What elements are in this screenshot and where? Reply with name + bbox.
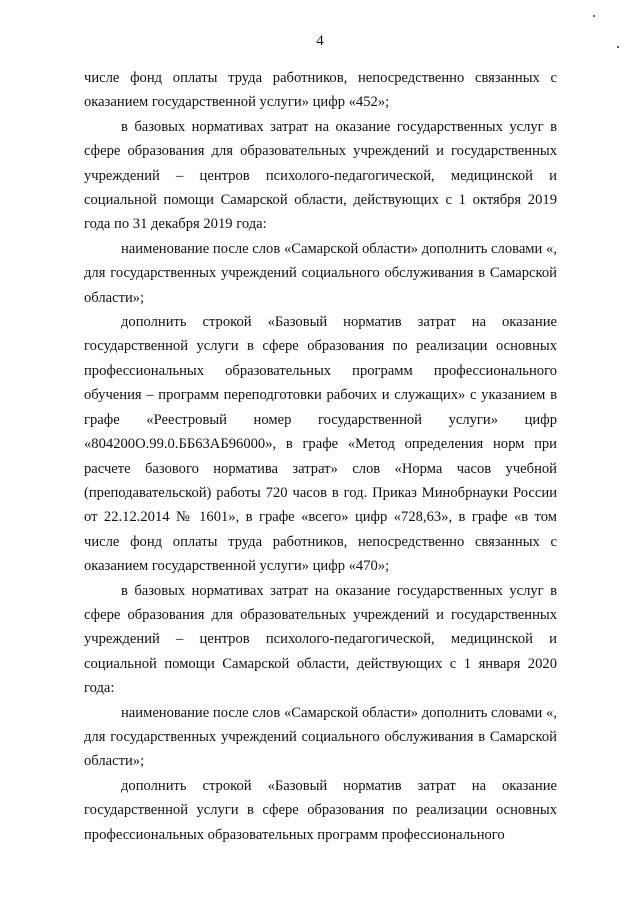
paragraph: в базовых нормативах затрат на оказание государственных услуг в сфере образования для образовательных учреждений и государственных учреждений – центров психолого-педагогической, медицинской и социальной помощи Самарской области, действующих с 1 января 2020 года: xyxy=(84,582,557,697)
paragraph-continuation: числе фонд оплаты труда работников, непосредственно связанных с оказанием государственной услуги» цифр «452»; xyxy=(84,70,557,111)
paragraph: дополнить строкой «Базовый норматив затрат на оказание государственной услуги в сфере образования по реализации основных профессиональных образовательных программ профессионального xyxy=(84,777,557,843)
document-body xyxy=(84,66,557,847)
paragraph: дополнить строкой «Базовый норматив затрат на оказание государственной услуги в сфере образования по реализации основных профессиональных образовательных программ профессионального обучения – программ переподготовки рабочих и служащих» с указанием в графе «Реестровый номер государственной услуги» цифр «804200О.99.0.ББ63АБ96000», в графе «Метод определения норм при расчете базового норматива затрат» слов «Норма часов учебной (преподавательской) работы 720 часов в год. Приказ Минобрнауки России от 22.12.2014 № 1601», в графе «всего» цифр «728,63», в графе «в том числе фонд оплаты труда работников, непосредственно связанных с оказанием государственной услуги» цифр «470»; xyxy=(84,314,557,575)
paragraph: в базовых нормативах затрат на оказание государственных услуг в сфере образования для образовательных учреждений и государственных учреждений – центров психолого-педагогической, медицинской и социальной помощи Самарской области, действующих с 1 октября 2019 года по 31 декабря 2019 года: xyxy=(84,118,557,233)
page-number: 4 xyxy=(316,33,324,49)
paragraph: наименование после слов «Самарской области» дополнить словами «, для государственных учреждений социального обслуживания в Самарской области»; xyxy=(84,240,557,306)
scan-speck xyxy=(593,15,595,17)
paragraph: наименование после слов «Самарской области» дополнить словами «, для государственных учреждений социального обслуживания в Самарской области»; xyxy=(84,704,557,770)
